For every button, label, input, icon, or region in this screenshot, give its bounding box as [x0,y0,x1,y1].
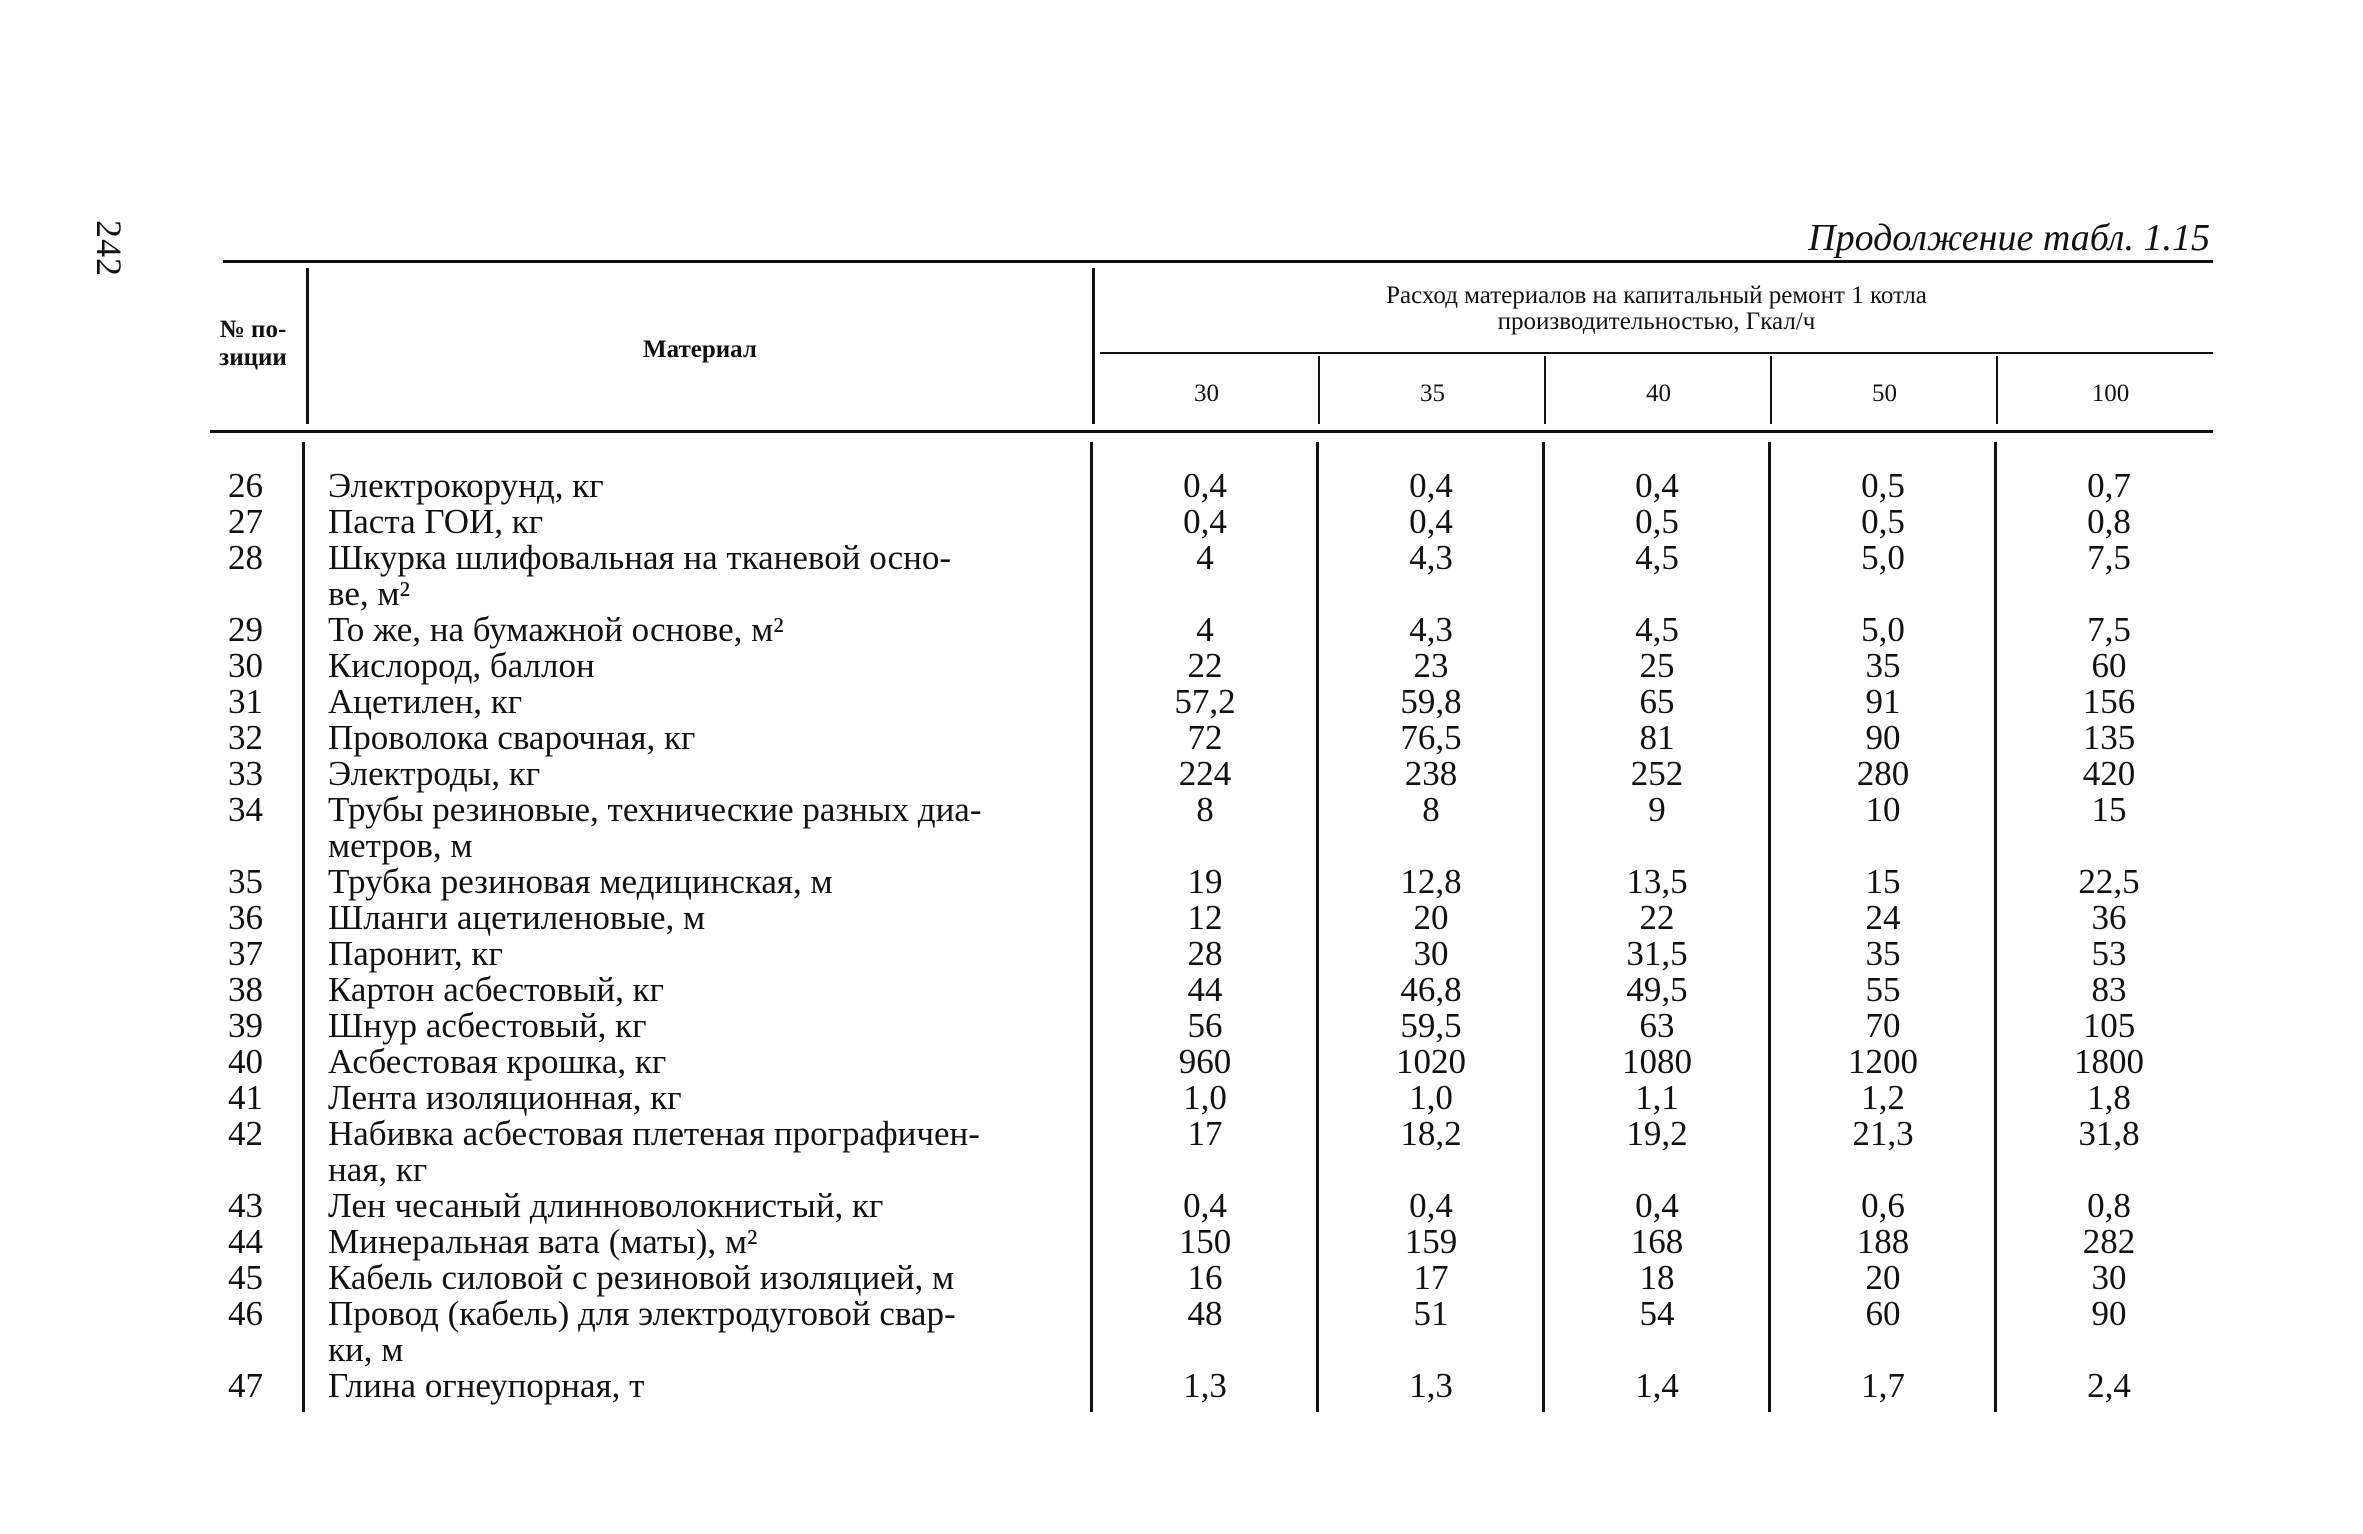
row-position-number: 41 [228,1078,263,1117]
row-value-30: 28 [1187,934,1223,973]
row-value-40: 1,4 [1635,1366,1679,1405]
row-value-30: 48 [1187,1294,1223,1333]
row-value-100: 60 [2091,646,2127,685]
row-value-35: 1020 [1396,1042,1466,1081]
row-position-number: 27 [228,502,263,541]
row-material-name: Трубка резиновая медицинская, м [328,862,833,901]
row-value-35: 59,8 [1400,682,1462,721]
row-value-40: 4,5 [1635,610,1679,649]
row-value-40: 22 [1639,898,1675,937]
row-value-50: 35 [1865,646,1901,685]
header-position-line2: зиции [219,344,287,371]
header-divider-1 [306,268,309,424]
row-value-50: 21,3 [1852,1114,1914,1153]
header-divider-5 [1770,356,1772,424]
row-material-name: Электрокорунд, кг [328,466,604,505]
row-value-40: 31,5 [1626,934,1688,973]
header-position-line1: № по- [219,316,287,343]
row-value-30: 150 [1178,1222,1232,1261]
row-material-name: Лен чесаный длинноволокнистый, кг [328,1186,884,1225]
row-value-50: 280 [1856,754,1910,793]
row-value-30: 56 [1187,1006,1223,1045]
row-material-name: Кислород, баллон [328,646,595,685]
row-value-100: 1800 [2074,1042,2144,1081]
row-value-35: 0,4 [1409,1186,1453,1225]
row-material-name: Минеральная вата (маты), м² [328,1222,758,1261]
row-material-name: Набивка асбестовая плетеная прографичен- [328,1114,980,1153]
body-divider-3 [1316,442,1319,1412]
row-value-40: 13,5 [1626,862,1688,901]
row-value-50: 0,6 [1861,1186,1905,1225]
row-material-name: ная, кг [328,1150,428,1189]
row-value-30: 224 [1178,754,1232,793]
row-value-50: 60 [1865,1294,1901,1333]
row-value-35: 159 [1404,1222,1458,1261]
row-value-35: 18,2 [1400,1114,1462,1153]
row-value-100: 83 [2091,970,2127,1009]
row-value-40: 1,1 [1635,1078,1679,1117]
row-value-35: 51 [1413,1294,1449,1333]
row-value-40: 0,5 [1635,502,1679,541]
row-value-100: 31,8 [2078,1114,2140,1153]
header-capacity-40: 40 [1646,380,1671,407]
row-position-number: 38 [228,970,263,1009]
row-position-number: 26 [228,466,263,505]
row-value-50: 5,0 [1861,538,1905,577]
row-value-50: 10 [1865,790,1901,829]
row-material-name: Ацетилен, кг [328,682,523,721]
row-value-50: 91 [1865,682,1901,721]
row-value-50: 0,5 [1861,466,1905,505]
row-material-name: Шланги ацетиленовые, м [328,898,706,937]
row-value-50: 188 [1856,1222,1910,1261]
row-value-30: 57,2 [1174,682,1236,721]
header-divider-6 [1996,356,1998,424]
row-value-30: 16 [1187,1258,1223,1297]
row-value-35: 1,3 [1409,1366,1453,1405]
row-material-name: ве, м² [328,574,410,613]
row-value-100: 36 [2091,898,2127,937]
row-material-name: Проволока сварочная, кг [328,718,696,757]
row-value-40: 25 [1639,646,1675,685]
row-value-100: 156 [2082,682,2136,721]
row-value-100: 105 [2082,1006,2136,1045]
header-capacity-35: 35 [1420,380,1445,407]
row-value-100: 53 [2091,934,2127,973]
row-position-number: 35 [228,862,263,901]
header-bottom-rule [210,430,2213,433]
row-value-100: 420 [2082,754,2136,793]
row-position-number: 45 [228,1258,263,1297]
row-material-name: ки, м [328,1330,404,1369]
row-value-100: 30 [2091,1258,2127,1297]
row-value-50: 90 [1865,718,1901,757]
header-divider-3 [1318,356,1320,424]
row-value-30: 0,4 [1183,502,1227,541]
row-material-name: Кабель силовой с резиновой изоляцией, м [328,1258,955,1297]
row-value-30: 960 [1178,1042,1232,1081]
row-material-name: Трубы резиновые, технические разных диа- [328,790,982,829]
row-value-50: 24 [1865,898,1901,937]
row-value-100: 22,5 [2078,862,2140,901]
page-number: 242 [89,220,129,277]
row-value-100: 282 [2082,1222,2136,1261]
row-value-35: 4,3 [1409,610,1453,649]
row-value-30: 4 [1196,610,1214,649]
row-value-35: 46,8 [1400,970,1462,1009]
row-material-name: метров, м [328,826,473,865]
row-value-40: 1080 [1622,1042,1692,1081]
row-value-40: 54 [1639,1294,1675,1333]
header-divider-4 [1544,356,1546,424]
row-value-30: 8 [1196,790,1214,829]
row-value-40: 0,4 [1635,1186,1679,1225]
row-position-number: 33 [228,754,263,793]
row-value-100: 15 [2091,790,2127,829]
row-value-40: 0,4 [1635,466,1679,505]
row-value-30: 44 [1187,970,1223,1009]
row-value-40: 65 [1639,682,1675,721]
row-material-name: То же, на бумажной основе, м² [328,610,784,649]
row-value-100: 0,8 [2087,1186,2131,1225]
row-value-40: 18 [1639,1258,1675,1297]
row-value-100: 7,5 [2087,538,2131,577]
row-position-number: 37 [228,934,263,973]
row-value-30: 19 [1187,862,1223,901]
row-position-number: 31 [228,682,263,721]
row-position-number: 28 [228,538,263,577]
row-value-50: 70 [1865,1006,1901,1045]
row-value-35: 76,5 [1400,718,1462,757]
row-value-40: 9 [1648,790,1666,829]
row-value-100: 0,8 [2087,502,2131,541]
row-value-100: 90 [2091,1294,2127,1333]
row-value-30: 0,4 [1183,1186,1227,1225]
row-value-35: 8 [1422,790,1440,829]
row-value-100: 2,4 [2087,1366,2131,1405]
row-value-50: 1,2 [1861,1078,1905,1117]
header-subrule [1100,352,2213,354]
row-material-name: Картон асбестовый, кг [328,970,665,1009]
row-position-number: 44 [228,1222,263,1261]
row-position-number: 43 [228,1186,263,1225]
row-material-name: Глина огнеупорная, т [328,1366,645,1405]
header-capacity-50: 50 [1872,380,1897,407]
row-value-100: 0,7 [2087,466,2131,505]
header-group-title-line1: Расход материалов на капитальный ремонт 1 котла [1386,282,1927,309]
row-material-name: Шнур асбестовый, кг [328,1006,647,1045]
row-value-40: 168 [1630,1222,1684,1261]
row-value-100: 7,5 [2087,610,2131,649]
body-divider-5 [1768,442,1771,1412]
row-position-number: 46 [228,1294,263,1333]
row-value-50: 20 [1865,1258,1901,1297]
row-value-40: 63 [1639,1006,1675,1045]
header-material: Материал [643,336,757,363]
row-material-name: Паста ГОИ, кг [328,502,544,541]
row-value-40: 49,5 [1626,970,1688,1009]
row-value-35: 12,8 [1400,862,1462,901]
row-value-50: 35 [1865,934,1901,973]
row-value-40: 4,5 [1635,538,1679,577]
row-value-35: 30 [1413,934,1449,973]
row-position-number: 29 [228,610,263,649]
row-value-50: 5,0 [1861,610,1905,649]
header-group-title-line2: производительностью, Гкал/ч [1497,308,1816,335]
body-divider-6 [1994,442,1997,1412]
row-value-30: 1,0 [1183,1078,1227,1117]
row-position-number: 34 [228,790,263,829]
row-value-30: 12 [1187,898,1223,937]
row-value-40: 81 [1639,718,1675,757]
row-material-name: Лента изоляционная, кг [328,1078,682,1117]
row-value-40: 19,2 [1626,1114,1688,1153]
header-capacity-100: 100 [2091,380,2130,407]
row-value-35: 59,5 [1400,1006,1462,1045]
row-value-35: 4,3 [1409,538,1453,577]
body-divider-1 [302,442,305,1412]
table-caption: Продолжение табл. 1.15 [1808,217,2210,259]
row-value-50: 0,5 [1861,502,1905,541]
row-material-name: Провод (кабель) для электродуговой свар- [328,1294,956,1333]
row-position-number: 40 [228,1042,263,1081]
row-value-30: 72 [1187,718,1223,757]
row-value-40: 252 [1630,754,1684,793]
row-value-35: 1,0 [1409,1078,1453,1117]
row-material-name: Паронит, кг [328,934,503,973]
row-value-35: 0,4 [1409,502,1453,541]
body-divider-4 [1542,442,1545,1412]
row-value-30: 22 [1187,646,1223,685]
row-position-number: 30 [228,646,263,685]
row-value-30: 17 [1187,1114,1223,1153]
row-value-30: 1,3 [1183,1366,1227,1405]
row-value-100: 1,8 [2087,1078,2131,1117]
row-value-100: 135 [2082,718,2136,757]
row-material-name: Электроды, кг [328,754,541,793]
row-position-number: 47 [228,1366,263,1405]
row-value-50: 1200 [1848,1042,1918,1081]
row-position-number: 42 [228,1114,263,1153]
row-value-35: 23 [1413,646,1449,685]
row-value-35: 17 [1413,1258,1449,1297]
row-value-35: 20 [1413,898,1449,937]
row-value-30: 4 [1196,538,1214,577]
row-material-name: Шкурка шлифовальная на тканевой осно- [328,538,951,577]
row-value-50: 55 [1865,970,1901,1009]
top-rule [223,260,2213,263]
row-value-35: 0,4 [1409,466,1453,505]
header-capacity-30: 30 [1194,380,1219,407]
row-position-number: 39 [228,1006,263,1045]
body-divider-2 [1090,442,1093,1412]
row-value-30: 0,4 [1183,466,1227,505]
row-value-50: 15 [1865,862,1901,901]
row-material-name: Асбестовая крошка, кг [328,1042,667,1081]
row-value-35: 238 [1404,754,1458,793]
row-position-number: 32 [228,718,263,757]
row-value-50: 1,7 [1861,1366,1905,1405]
row-position-number: 36 [228,898,263,937]
